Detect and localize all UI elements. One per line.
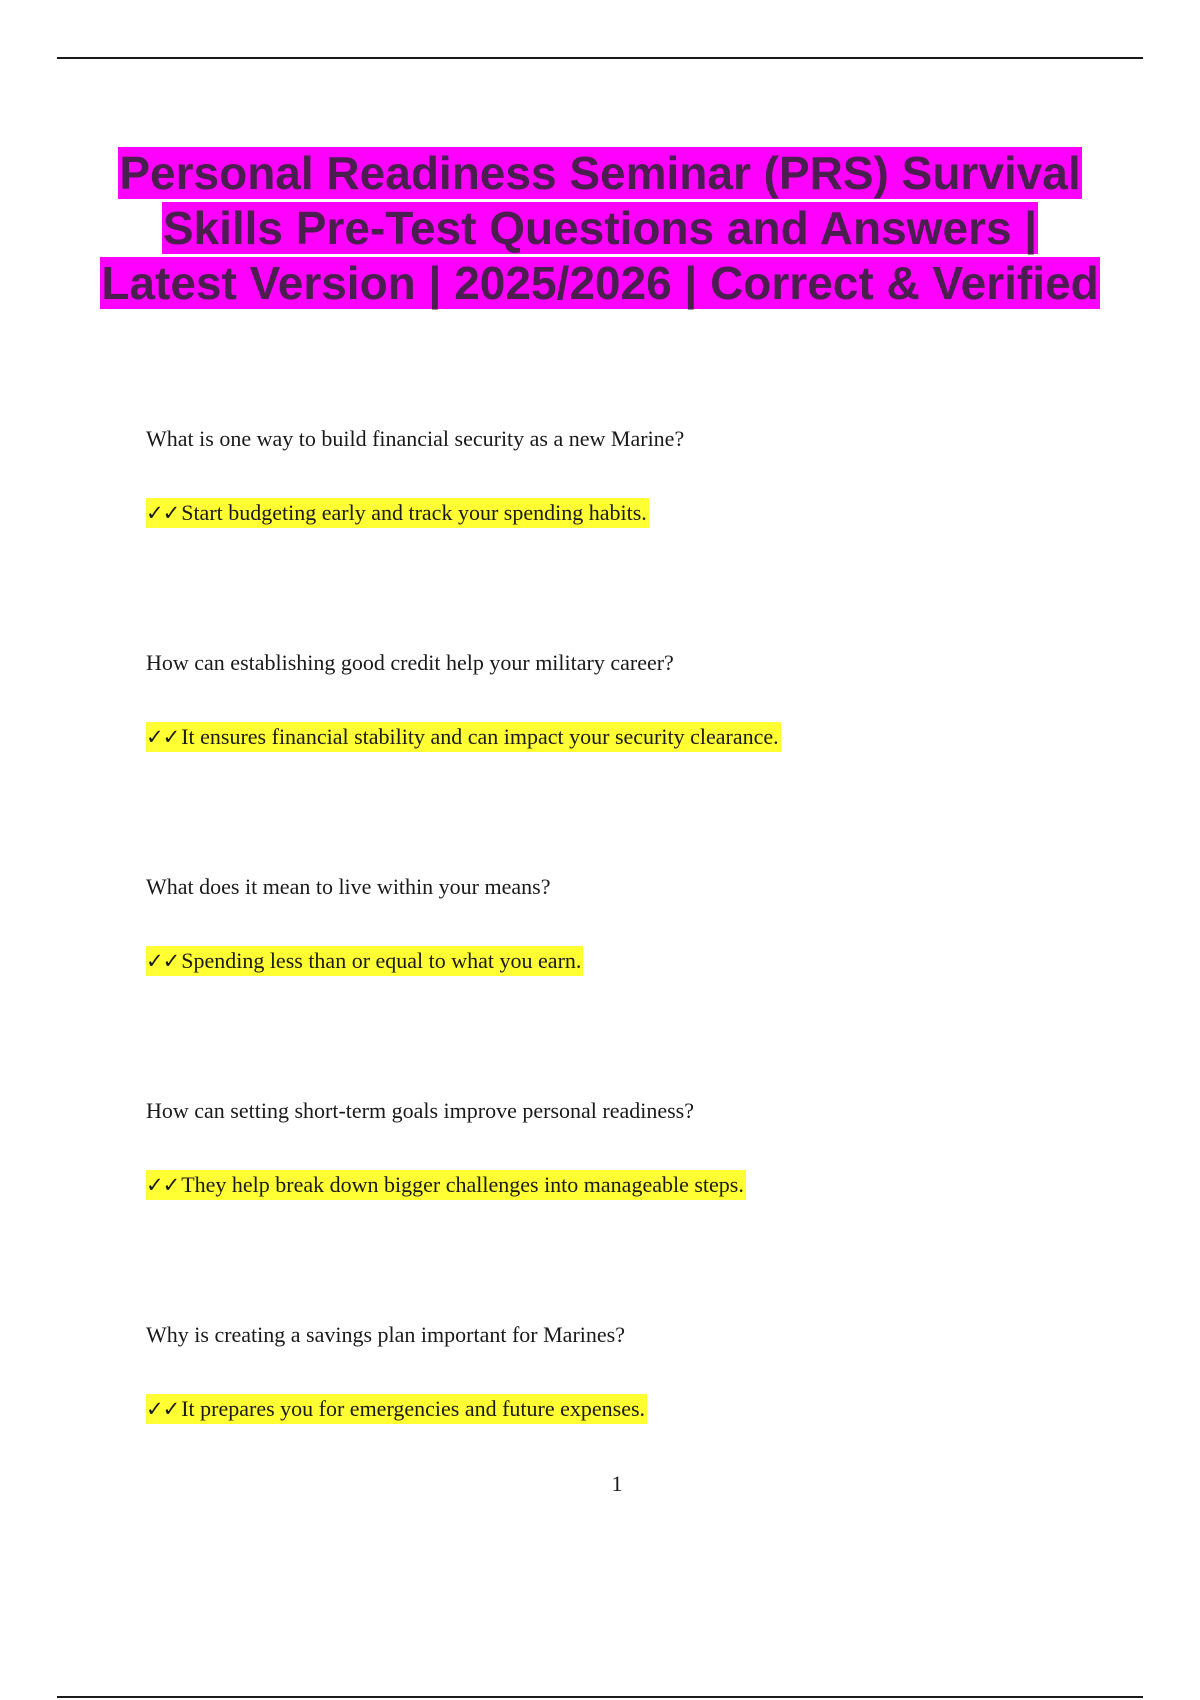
double-check-icon: ✓✓	[146, 725, 180, 749]
double-check-icon: ✓✓	[146, 949, 180, 973]
double-check-icon: ✓✓	[146, 501, 180, 525]
bottom-rule	[57, 1696, 1143, 1698]
answer-text: Start budgeting early and track your spending habits.	[181, 500, 647, 525]
page-number: 1	[611, 1471, 623, 1496]
title-block	[90, 146, 1110, 311]
qa-item	[146, 1097, 1126, 1200]
qa-item	[146, 649, 1126, 752]
double-check-icon: ✓✓	[146, 1173, 180, 1197]
top-rule	[57, 57, 1143, 59]
question-text: Why is creating a savings plan important for Marines?	[146, 1322, 625, 1347]
answer-highlight	[146, 722, 781, 752]
answer-highlight	[146, 946, 583, 976]
question-text: What is one way to build financial security as a new Marine?	[146, 426, 685, 451]
answer-line	[146, 1394, 1126, 1424]
answer-line	[146, 1170, 1126, 1200]
answer-text: Spending less than or equal to what you earn.	[181, 948, 582, 973]
qa-item	[146, 425, 1126, 528]
document-title	[90, 146, 1110, 311]
qa-item	[146, 1321, 1126, 1424]
answer-text: It prepares you for emergencies and future expenses.	[181, 1396, 646, 1421]
question-text: What does it mean to live within your means?	[146, 874, 551, 899]
title-highlight: Personal Readiness Seminar (PRS) Survival Skills Pre-Test Questions and Answers | Latest Version | 2025/2026 | Correct & Verified	[101, 147, 1099, 309]
answer-highlight	[146, 1170, 746, 1200]
answer-text: It ensures financial stability and can impact your security clearance.	[181, 724, 779, 749]
answer-text: They help break down bigger challenges into manageable steps.	[181, 1172, 744, 1197]
answer-highlight	[146, 1394, 647, 1424]
answer-highlight	[146, 498, 649, 528]
answer-line	[146, 722, 1126, 752]
qa-item	[146, 873, 1126, 976]
answer-line	[146, 498, 1126, 528]
double-check-icon: ✓✓	[146, 1397, 180, 1421]
question-text: How can setting short-term goals improve personal readiness?	[146, 1098, 695, 1123]
answer-line	[146, 946, 1126, 976]
question-text: How can establishing good credit help your military career?	[146, 650, 674, 675]
